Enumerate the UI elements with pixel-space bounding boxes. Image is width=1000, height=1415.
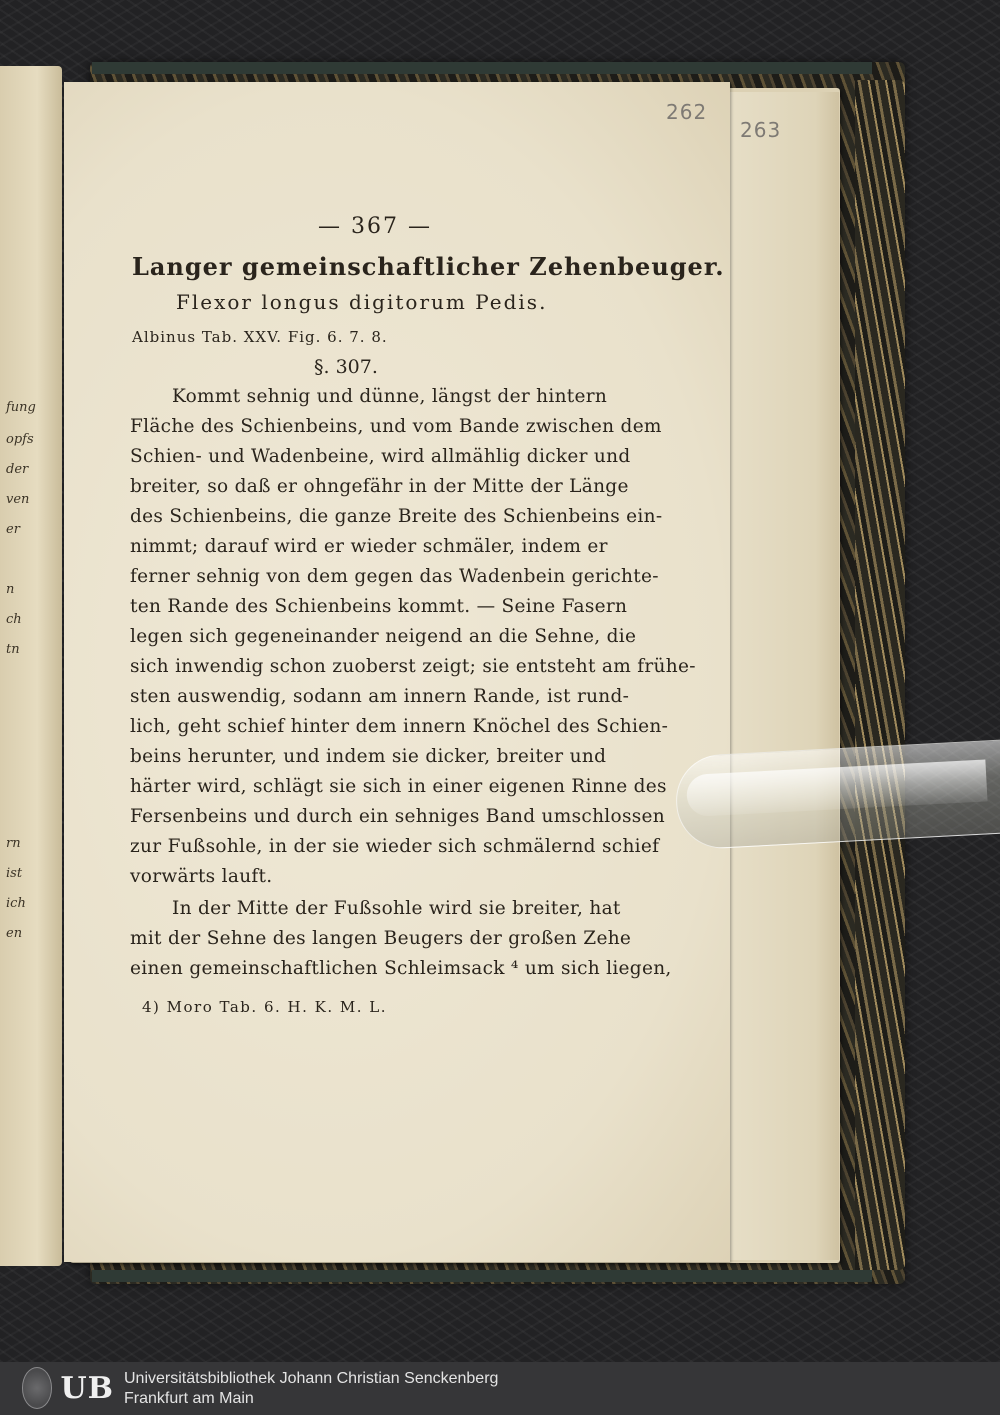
pencil-folio-number: 262 — [666, 100, 708, 124]
library-footer — [0, 1362, 1000, 1415]
library-logo — [22, 1367, 114, 1409]
left-page-fragment: n — [6, 582, 15, 597]
body-line: breiter, so daß er ohngefähr in der Mitte der Länge — [130, 476, 629, 497]
left-page-fragment: ist — [6, 866, 23, 881]
body-line: beins herunter, und indem sie dicker, breiter und — [130, 746, 607, 767]
body-line: lich, geht schief hinter dem innern Knöchel des Schien- — [130, 716, 669, 737]
marbled-cover-edge — [855, 80, 905, 1270]
body-line: Kommt sehnig und dünne, längst der hintern — [172, 386, 608, 407]
left-page-fragment: ch — [6, 612, 22, 627]
library-location: Frankfurt am Main — [124, 1390, 254, 1407]
logo-text: UB — [60, 1370, 114, 1406]
latin-title: Flexor longus digitorum Pedis. — [176, 290, 548, 314]
body-line: ferner sehnig von dem gegen das Wadenbein gerichte- — [130, 566, 659, 587]
body-line: des Schienbeins, die ganze Breite des Schienbeins ein- — [130, 506, 663, 527]
left-page-fragment: tn — [6, 642, 20, 657]
body-line: mit der Sehne des langen Beugers der großen Zehe — [130, 928, 632, 949]
left-page-fragment: ven — [6, 492, 30, 507]
left-page-fragment: der — [6, 462, 29, 477]
previous-page-sliver — [0, 66, 62, 1266]
body-line: Fersenbeins und durch ein sehniges Band umschlossen — [130, 806, 665, 827]
glass-page-weight — [674, 739, 1000, 850]
page-number: — 367 — — [318, 214, 432, 239]
plate-reference: Albinus Tab. XXV. Fig. 6. 7. 8. — [132, 328, 388, 346]
body-line: In der Mitte der Fußsohle wird sie breiter, hat — [172, 898, 621, 919]
body-line: zur Fußsohle, in der sie wieder sich schmälernd schief — [130, 836, 660, 857]
left-page-fragment: er — [6, 522, 20, 537]
body-line: vorwärts lauft. — [130, 866, 273, 887]
left-page-fragment: rn — [6, 836, 21, 851]
glass-highlight — [686, 759, 988, 817]
body-line: Fläche des Schienbeins, und vom Bande zwischen dem — [130, 416, 662, 437]
body-line: einen gemeinschaftlichen Schleimsack ⁴ um sich liegen, — [130, 958, 672, 979]
footnote: 4) Moro Tab. 6. H. K. M. L. — [142, 998, 388, 1016]
body-line: ten Rande des Schienbeins kommt. — Seine Fasern — [130, 596, 628, 617]
seal-icon — [22, 1367, 52, 1409]
cover-binding-bottom — [92, 1270, 872, 1282]
left-page-fragment: opfs — [6, 432, 34, 447]
body-line: Schien- und Wadenbeine, wird allmählig dicker und — [130, 446, 631, 467]
left-page-fragment: ich — [6, 896, 26, 911]
pencil-folio-number: 263 — [740, 118, 782, 142]
left-page-fragment: en — [6, 926, 23, 941]
left-page-fragment: fung — [6, 400, 36, 415]
library-name: Universitätsbibliothek Johann Christian Senckenberg — [124, 1370, 499, 1387]
body-line: sten auswendig, sodann am innern Rande, ist rund- — [130, 686, 630, 707]
body-line: legen sich gegeneinander neigend an die Sehne, die — [130, 626, 637, 647]
body-line: härter wird, schlägt sie sich in einer eigenen Rinne des — [130, 776, 667, 797]
body-line: sich inwendig schon zuoberst zeigt; sie entsteht am frühe- — [130, 656, 696, 677]
page-stack-edge — [720, 92, 839, 1260]
cover-binding-top — [92, 62, 872, 74]
paragraph-mark: §. 307. — [314, 356, 378, 378]
body-line: nimmt; darauf wird er wieder schmäler, indem er — [130, 536, 608, 557]
section-heading: Langer gemeinschaftlicher Zehenbeuger. — [132, 252, 725, 281]
